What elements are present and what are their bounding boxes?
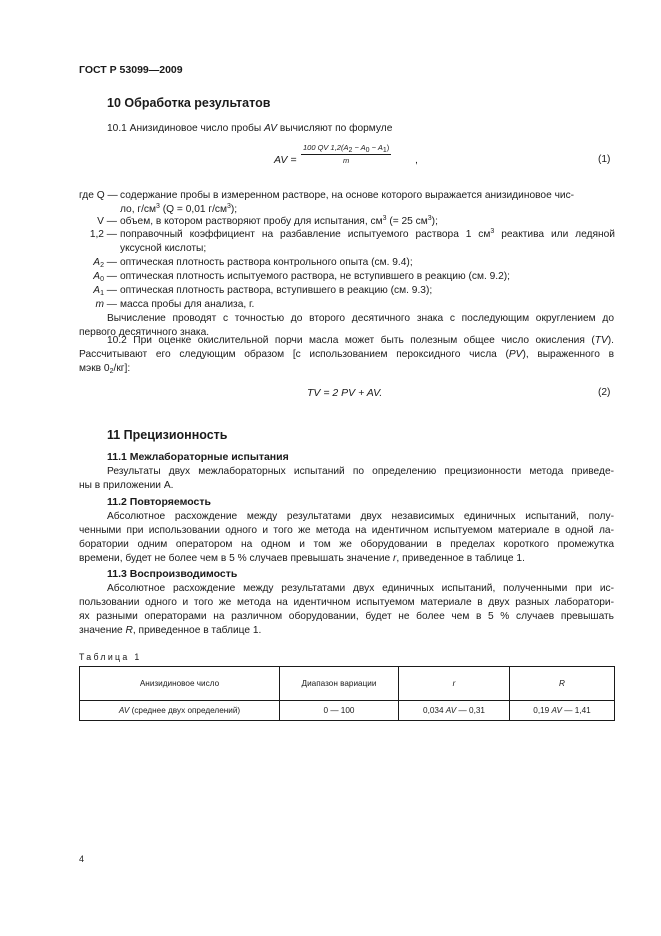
paragraph-11-3: Абсолютное расхождение между результатами двух единичных испытаний, полученными при ис- пользовании одного и того же метода на идентичном испытуемом материале в двух разных лаборатори- ях разными операторами на различном оборудовании, будет не более чем в 5 % случаев превышать значение R, приведенное в таблице 1.: [79, 583, 614, 636]
section-11-2-title: 11.2 Повторяемость: [107, 496, 211, 508]
formula-1-fraction: [301, 143, 391, 167]
table-cell-anisidine: AV (среднее двух определений): [80, 701, 280, 721]
paragraph-11-2: Абсолютное расхождение между результатами двух независимых единичных испытаний, полу- ченными при использовании одного и того же метода на идентичном испытуемом материале в одной ла- боратории одним оператором на одном и том же оборудовании в пределах короткого промежутка времени, будет не более чем в 5 % случаев превышать значение r, приведенное в таблице 1.: [79, 511, 614, 564]
table-header-anisidine: Анизидиновое число: [80, 667, 280, 701]
formula-2: TV = 2 PV + AV.: [307, 387, 383, 399]
formula-1-denominator: m: [342, 156, 350, 165]
formula-1-comma: ,: [415, 154, 418, 166]
def-q-desc-cont: ло, $г/см^3$ (Q = 0,01 $г/см^3$);: [120, 203, 238, 215]
table-caption: Таблица 1: [79, 652, 142, 662]
def-12-desc: поправочный коэффициент на разбавление испытуемого раствора 1 $см^3$ реактива или ледяной: [120, 228, 616, 240]
table-cell-R: 0,19 AV — 1,41: [510, 701, 615, 721]
def-12-term: 1,2 —: [89, 229, 117, 240]
document-id: ГОСТ Р 53099—2009: [79, 64, 183, 76]
def-a2-term: $A_2$ —: [93, 257, 117, 269]
table-1: [79, 666, 615, 721]
formula-1-number: (1): [598, 154, 611, 165]
def-a1-term: $A_1$ —: [93, 285, 117, 297]
calculation-note: Вычисление проводят с точностью до второго десятичного знака с последующим округлением до первого десятичного знака.: [79, 313, 614, 338]
def-q-term: где Q —: [79, 190, 118, 201]
paragraph-11-1: Результаты двух межлабораторных испытаний по определению прецизионности метода приведе- ны в приложении А.: [79, 466, 614, 491]
section-11-1-title: 11.1 Межлабораторные испытания: [107, 451, 289, 463]
def-12-desc-cont: уксусной кислоты;: [120, 243, 207, 254]
table-row: [80, 701, 615, 721]
page-number: 4: [79, 854, 85, 864]
paragraph-10-2: 10.2 При оценке окислительной порчи масла может быть полезным общее число окисления (TV). Рассчитывают его следующим образом [с использованием пероксидного числа (PV), выраженного в мэкв $0_2/кг$]:: [79, 335, 615, 375]
table-cell-range: 0 — 100: [280, 701, 399, 721]
def-m-term: m —: [95, 299, 117, 310]
def-m-desc: масса пробы для анализа, г.: [120, 299, 255, 310]
table-header-range: Диапазон вариации: [280, 667, 399, 701]
section-10-title: 10 Обработка результатов: [107, 96, 271, 110]
def-v-term: V —: [97, 216, 117, 227]
table-header-r: r: [399, 667, 510, 701]
def-a0-desc: оптическая плотность испытуемого раствора, не вступившего в реакцию (см. 9.2);: [120, 271, 510, 282]
formula-1-lhs: AV =: [274, 154, 297, 166]
section-11-title: 11 Прецизионность: [107, 428, 228, 442]
section-11-3-title: 11.3 Воспроизводимость: [107, 568, 238, 580]
table-cell-r: 0,034 AV — 0,31: [399, 701, 510, 721]
def-a1-desc: оптическая плотность раствора, вступившего в реакцию (см. 9.3);: [120, 285, 433, 296]
def-a0-term: $A_0$ —: [93, 271, 117, 283]
def-v-desc: объем, в котором растворяют пробу для испытания, $см^3$ (= 25 $см^3$);: [120, 215, 438, 227]
table-header-row: [80, 667, 615, 701]
def-a2-desc: оптическая плотность раствора контрольного опыта (см. 9.4);: [120, 257, 413, 268]
def-q-desc: содержание пробы в измеренном растворе, на основе которого выражается анизидиновое чис-: [120, 190, 575, 201]
table-header-R: R: [510, 667, 615, 701]
formula-2-number: (2): [598, 387, 611, 398]
paragraph-10-1: 10.1 Анизидиновое число пробы AV вычисляют по формуле: [107, 123, 393, 134]
formula-1-numerator: 100 QV $1,2(A_2 - A_0 - A_1)$: [303, 143, 390, 154]
